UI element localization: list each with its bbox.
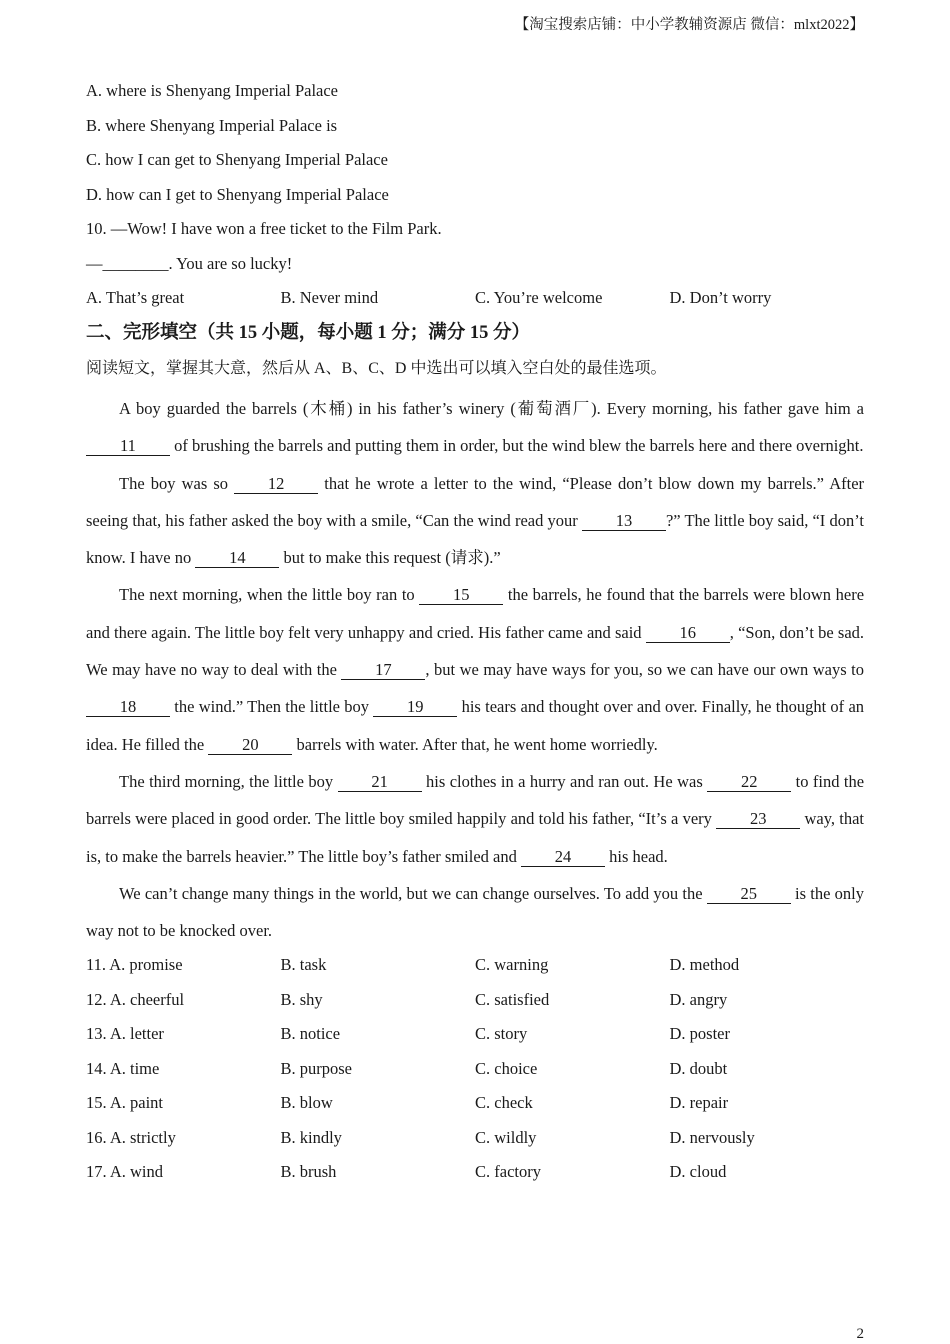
blank-18: 18	[86, 698, 170, 717]
option-b: B. notice	[280, 1024, 341, 1044]
blank-12: 12	[234, 475, 318, 494]
blank-11: 11	[86, 437, 170, 456]
blank-20: 20	[208, 736, 292, 755]
option-d: D. doubt	[669, 1058, 728, 1078]
option-c: C. wildly	[475, 1127, 537, 1147]
q10-option-b: B. Never mind	[280, 288, 379, 307]
option-a: 17. A. wind	[86, 1162, 164, 1182]
option-a: 15. A. paint	[86, 1093, 163, 1113]
content	[86, 78, 864, 1194]
blank-13: 13	[582, 512, 666, 531]
question-row	[86, 1056, 864, 1091]
q10-reply: —________. You are so lucky!	[86, 253, 293, 273]
option-a: 12. A. cheerful	[86, 989, 185, 1009]
option-a: 14. A. time	[86, 1058, 160, 1078]
blank-21: 21	[338, 773, 422, 792]
question-row	[86, 952, 864, 987]
q9-option-d: D. how can I get to Shenyang Imperial Palace	[86, 184, 389, 204]
option-a: 16. A. strictly	[86, 1127, 176, 1147]
question-row	[86, 1125, 864, 1160]
header-note: 【淘宝搜索店铺：中小学教辅资源店 微信：mlxt2022】	[514, 17, 864, 33]
option-c: C. satisfied	[475, 989, 550, 1009]
question-row	[86, 1159, 864, 1194]
blank-25: 25	[707, 885, 791, 904]
blank-16: 16	[646, 624, 730, 643]
blank-19: 19	[373, 698, 457, 717]
option-d: D. repair	[669, 1093, 729, 1113]
question-row	[86, 987, 864, 1022]
option-a: 13. A. letter	[86, 1024, 164, 1044]
q9-option-c: C. how I can get to Shenyang Imperial Palace	[86, 150, 388, 169]
q10-option-c: C. You’re welcome	[475, 288, 603, 307]
option-b: B. task	[280, 955, 327, 975]
passage-paragraph-1: A boy guarded the barrels (木桶) in his father’s winery (葡萄酒厂). Every morning, his father gave him a 11 of brushing the barrels and putting them in order, but the wind blew the barrels here and there overnight.	[86, 390, 864, 465]
passage-paragraph-2: The boy was so 12 that he wrote a letter to the wind, “Please don’t blow down my barrels.” After seeing that, his father asked the boy with a smile, “Can the wind read your 13 ?” The little boy said, “I don’t know. I have no 14 but to make this request (请求).”	[86, 473, 865, 568]
page-number: 2	[856, 1326, 864, 1342]
blank-23: 23	[716, 810, 800, 829]
blank-15: 15	[419, 586, 503, 605]
blank-24: 24	[521, 848, 605, 867]
option-d: D. poster	[669, 1024, 730, 1044]
option-c: C. warning	[475, 955, 549, 975]
passage-paragraph-4: The third morning, the little boy 21 his clothes in a hurry and ran out. He was 22 to find the barrels were placed in good order. The little boy smiled happily and told his father, “It’s a very 23 way, that is, to make the barrels heavier.” The little boy’s father smiled and 24 his head.	[86, 771, 865, 866]
option-d: D. method	[669, 955, 740, 975]
cloze-question-list	[86, 952, 864, 1194]
q10-options	[86, 285, 864, 320]
option-d: D. nervously	[669, 1127, 755, 1147]
option-d: D. cloud	[669, 1162, 727, 1182]
section-title: 二、完形填空（共 15 小题，每小题 1 分；满分 15 分）	[86, 322, 531, 343]
blank-22: 22	[707, 773, 791, 792]
option-c: C. choice	[475, 1058, 538, 1078]
option-b: B. shy	[280, 989, 323, 1009]
option-c: C. factory	[475, 1162, 541, 1182]
option-c: C. check	[475, 1093, 533, 1113]
section-instruction: 阅读短文，掌握其大意，然后从 A、B、C、D 中选出可以填入空白处的最佳选项。	[86, 359, 667, 377]
q9-option-a: A. where is Shenyang Imperial Palace	[86, 81, 338, 100]
option-b: B. brush	[280, 1162, 337, 1182]
option-a: 11. A. promise	[86, 955, 183, 975]
option-b: B. kindly	[280, 1127, 342, 1147]
blank-17: 17	[341, 661, 425, 680]
option-b: B. purpose	[280, 1058, 352, 1078]
q10-option-a: A. That’s great	[86, 288, 185, 307]
option-b: B. blow	[280, 1093, 333, 1113]
option-c: C. story	[475, 1024, 528, 1044]
passage-paragraph-5: We can’t change many things in the world, but we can change ourselves. To add you the 25 is the only way not to be knocked over.	[86, 883, 865, 941]
question-row	[86, 1021, 864, 1056]
question-row	[86, 1090, 864, 1125]
q10-stem: 10. —Wow! I have won a free ticket to the Film Park.	[86, 219, 442, 238]
passage-paragraph-3: The next morning, when the little boy ran to 15 the barrels, he found that the barrels were blown here and there again. The little boy felt very unhappy and cried. His father came and said 16 , “Son, don’t be sad. We may have no way to deal with the 17 , but we may have ways for you, so we can have our own ways to 18 the wind.” Then the little boy 19 his tears and thought over and over. Finally, he thought of an idea. He filled the 20 barrels with water. After that, he went home worriedly.	[86, 585, 865, 754]
blank-14: 14	[195, 549, 279, 568]
q9-option-b: B. where Shenyang Imperial Palace is	[86, 115, 338, 135]
q10-option-d: D. Don’t worry	[669, 288, 772, 307]
option-d: D. angry	[669, 989, 728, 1009]
